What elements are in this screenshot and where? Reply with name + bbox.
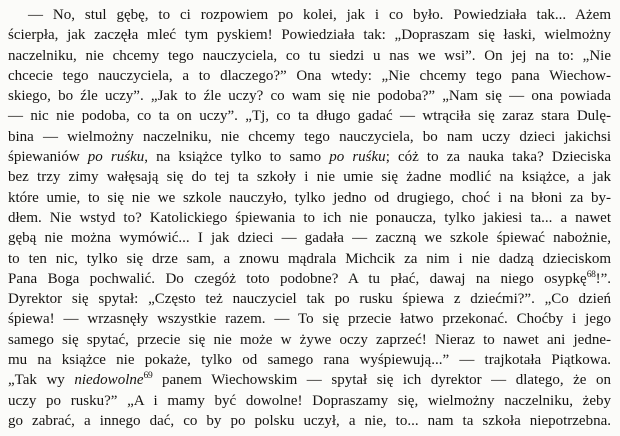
text-line (8, 330, 611, 350)
page-text (8, 5, 611, 431)
text-line (8, 106, 611, 126)
text-segment: to ten nic, tylko się drze sam, a znowu mądrala Michcik za nim i nie dadzą dzieciskom (8, 250, 611, 267)
text-line (8, 350, 611, 370)
text-segment: skiego, bo źle uczy”. „Jak to źle uczy? co wam się nie podoba?” „Nam się — ona powiada (8, 88, 611, 105)
text-segment: mu na książce nie pokaże, tylko od samego rana wyśpiewują...” — trajkotała Piątkowa. (8, 352, 611, 369)
text-segment: dłem. Nie wstyd to? Katolickiego śpiewania to ich nie ponaucza, tylko jakiesi ta... a nawet (8, 209, 611, 226)
text-line (8, 25, 611, 45)
text-segment: Pana Boga pochwalić. Do czegóż toto podobne? A tu płać, dawaj na niego osypkę (8, 270, 587, 287)
italic-phrase: niedowolne (74, 372, 144, 389)
text-segment: śpiewaniów (8, 149, 88, 166)
text-segment: „Tak wy (8, 372, 75, 389)
text-segment: samego się spytać, przecie się nie może w żywe oczy zaprzeć! Nieraz to nawet ani jedne- (8, 331, 611, 348)
footnote-reference: 69 (143, 371, 153, 382)
text-line (8, 188, 611, 208)
footnote-reference: 68 (586, 269, 596, 280)
text-segment: śpiewa! — wrzasnęły wszystkie razem. — To się przecie łatwo przekonać. Choćby i jego (8, 311, 611, 328)
text-segment: — No, stul gębę, to ci rozpowiem po kolei, jak i co było. Powiedziała tak... Ażem (28, 7, 611, 23)
text-line (8, 370, 611, 390)
text-segment: !”. (595, 270, 611, 287)
text-segment: go zabrać, a innego dać, co by po polsku uczył, a nie, to... nam ta szkoła niepotrzebna. (8, 412, 611, 429)
text-segment: , na książce tylko to samo (144, 149, 330, 166)
text-segment: uczy po rusku?” „A i mamy być dowolne! Dopraszamy się, wielmożny naczelniku, żeby (8, 392, 611, 409)
italic-phrase: po ruśku (329, 149, 386, 166)
text-segment: bina — wielmożny naczelniku, nie chcemy tego nauczyciela, bo nam uczy dzieci jakichsi (8, 128, 611, 145)
text-line (8, 86, 611, 106)
text-segment: ścierpła, jak zaczęła mleć tym pyskiem! Powiedziała tak: „Dopraszam się łaski, wielmożny (8, 27, 611, 44)
text-segment: — nic nie podoba, co ta on uczy”. „Tj, co ta długo gadać — wtrąciła się zaraz stara Dulę- (8, 108, 611, 125)
text-segment: ; cóż to za nauka taka? Dzieciska (385, 149, 611, 166)
text-line (8, 289, 611, 309)
italic-phrase: po ruśku (87, 149, 145, 166)
text-segment: naczelniku, nie chcemy tego nauczyciela, co tu siedzi u nas we wsi”. On jej na to: „Nie (8, 47, 611, 64)
text-line (8, 228, 611, 248)
text-segment: chcecie tego nauczyciela, a to dlaczego?” Ona wtedy: „Nie chcemy tego pana Wiechow- (8, 67, 611, 84)
text-segment: bez trzy zimy wałęsają się do tej ta szkoły i nie umie się żadne modlić na książce, a jak (8, 169, 611, 186)
text-segment: gębą nie można wymówić... I jak dzieci — gadała — zaczną we szkole śpiewać nabożnie, (8, 230, 611, 247)
text-line (8, 208, 611, 228)
text-line (8, 147, 611, 167)
text-line (8, 5, 611, 25)
text-line (8, 46, 611, 66)
text-line (8, 411, 611, 431)
text-line (8, 309, 611, 329)
text-line (8, 66, 611, 86)
text-segment: które umie, to się nie we szkole nauczyło, tylko jedno od drugiego, choć i na błoni za by- (8, 189, 611, 206)
text-line (8, 127, 611, 147)
text-line (8, 391, 611, 411)
text-line (8, 249, 611, 269)
text-line (8, 167, 611, 187)
text-segment: panem Wiechowskim — spytał się ich dyrektor — dlatego, że on (152, 372, 612, 389)
text-segment: Dyrektor się spytał: „Często też nauczyciel tak po rusku śpiewa z dziećmi?”. „Co dzień (8, 291, 611, 308)
text-line (8, 269, 611, 289)
